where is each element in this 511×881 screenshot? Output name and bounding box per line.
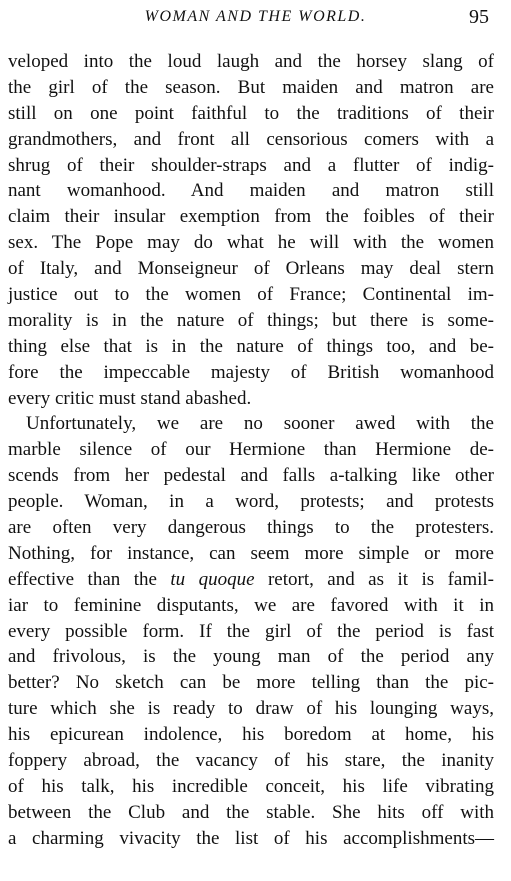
text-segment: retort, and as it is famil-: [254, 568, 494, 590]
text-line: iar to feminine disputants, we are favored with it in: [8, 594, 494, 616]
text-line: nant womanhood. And maiden and matron still: [8, 180, 494, 202]
text-line: every possible form. If the girl of the period is fast: [8, 620, 494, 642]
text-line: and frivolous, is the young man of the period any: [8, 646, 494, 668]
text-line: are often very dangerous things to the protesters.: [8, 517, 494, 539]
text-line-with-italic: [8, 567, 494, 593]
text-line: marble silence of our Hermione than Hermione de-: [8, 439, 494, 461]
text-line: scends from her pedestal and falls a-talking like other: [8, 465, 494, 487]
text-line: ture which she is ready to draw of his lounging ways,: [8, 698, 494, 720]
running-head: [0, 6, 511, 32]
text-line: claim their insular exemption from the foibles of their: [8, 206, 494, 228]
text-line: of Italy, and Monseigneur of Orleans may deal stern: [8, 258, 494, 280]
text-line: grandmothers, and front all censorious comers with a: [8, 128, 494, 150]
text-line: shrug of their shoulder-straps and a flutter of indig-: [8, 154, 494, 176]
text-line: fore the impeccable majesty of British womanhood: [8, 361, 494, 383]
text-line: sex. The Pope may do what he will with the women: [8, 232, 494, 254]
text-line: better? No sketch can be more telling than the pic-: [8, 672, 494, 694]
text-line: a charming vivacity the list of his accomplishments—: [8, 827, 494, 849]
text-segment: effective than the: [8, 568, 171, 590]
text-line: still on one point faithful to the traditions of their: [8, 102, 494, 124]
paragraph-last-line: every critic must stand abashed.: [8, 387, 252, 409]
text-line: the girl of the season. But maiden and matron are: [8, 76, 494, 98]
text-line: veloped into the loud laugh and the horsey slang of: [8, 51, 494, 72]
italic-phrase: tu quoque: [170, 568, 255, 590]
body-text: [8, 49, 494, 852]
page-number: 95: [469, 6, 489, 28]
running-title: WOMAN AND THE WORLD.: [144, 8, 367, 25]
text-line: thing else that is in the nature of things too, and be-: [8, 335, 494, 357]
text-line: Nothing, for instance, can seem more simple or more: [8, 542, 494, 564]
text-line: foppery abroad, the vacancy of his stare, the inanity: [8, 750, 494, 772]
paragraph-first-line: Unfortunately, we are no sooner awed with the: [26, 413, 494, 435]
text-line: morality is in the nature of things; but there is some-: [8, 309, 494, 331]
text-line: his epicurean indolence, his boredom at home, his: [8, 724, 494, 746]
text-line: justice out to the women of France; Continental im-: [8, 284, 494, 306]
text-line: of his talk, his incredible conceit, his life vibrating: [8, 775, 494, 797]
text-line: people. Woman, in a word, protests; and protests: [8, 491, 494, 513]
text-line: between the Club and the stable. She hits off with: [8, 801, 494, 823]
